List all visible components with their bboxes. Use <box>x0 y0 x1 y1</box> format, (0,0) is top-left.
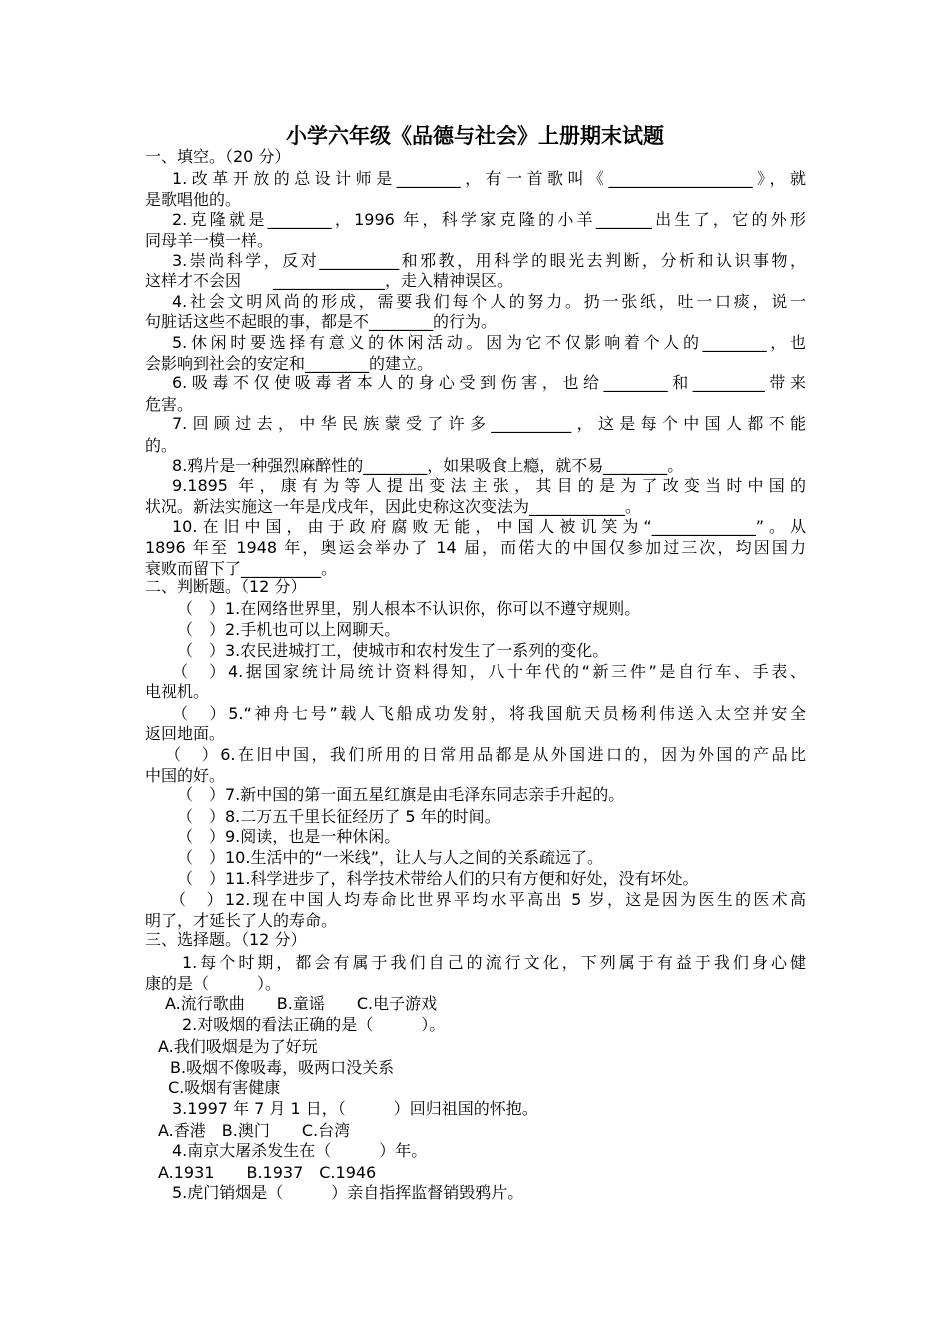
judgment-item: （ ）12.现在中国人均寿命比世界平均水平高出 5 岁，这是因为医生的医术高 <box>170 890 806 909</box>
question-line: 5.虎门销烟是（ ）亲自指挥监督销毁鸦片。 <box>172 1183 524 1202</box>
question-line: 同母羊一模一样。 <box>145 231 274 250</box>
answer-options: A.流行歌曲 B.童谣 C.电子游戏 <box>165 994 438 1013</box>
question-line: 4.社会文明风尚的形成，需要我们每个人的努力。扔一张纸，吐一口痰，说一 <box>172 292 806 311</box>
judgment-item: （ ）4.据国家统计局统计资料得知，八十年代的“新三件”是自行车、手表、 <box>172 662 806 681</box>
answer-options: A.香港 B.澳门 C.台湾 <box>158 1121 351 1140</box>
answer-options: A.1931 B.1937 C.1946 <box>158 1163 377 1182</box>
answer-option: B.吸烟不像吸毒，吸两口没关系 <box>170 1058 395 1077</box>
section-heading-true-false: 二、判断题。（12 分） <box>145 577 307 596</box>
question-line: 7.回顾过去，中华民族蒙受了许多__________，这是每个中国人都不能 <box>172 414 806 433</box>
answer-option: C.吸烟有害健康 <box>168 1078 281 1097</box>
judgment-item: 明了，才延长了人的寿命。 <box>145 911 338 930</box>
question-line: 的。 <box>145 436 178 455</box>
judgment-item: （ ）6.在旧中国，我们所用的日常用品都是从外国进口的，因为外国的产品比 <box>165 745 806 764</box>
judgment-item: 电视机。 <box>145 682 210 701</box>
question-line: 是歌唱他的。 <box>145 190 242 209</box>
judgment-item: （ ）3.农民进城打工，使城市和农村发生了一系列的变化。 <box>177 641 609 660</box>
question-line: 3.崇尚科学，反对__________和邪教，用科学的眼光去判断，分析和认识事物， <box>172 251 806 270</box>
judgment-item: （ ）2.手机也可以上网聊天。 <box>177 620 401 639</box>
judgment-item: （ ）11.科学进步了，科学技术带给人们的只有方便和好处，没有坏处。 <box>177 869 699 888</box>
judgment-item: （ ）10.生活中的“一米线”，让人与人之间的关系疏远了。 <box>177 848 604 867</box>
judgment-item: 返回地面。 <box>145 724 226 743</box>
section-heading-multiple-choice: 三、选择题。（12 分） <box>145 930 307 949</box>
judgment-item: （ ）7.新中国的第一面五星红旗是由毛泽东同志亲手升起的。 <box>177 785 625 804</box>
question-line: 1.每个时期，都会有属于我们自己的流行文化，下列属于有益于我们身心健 <box>182 953 806 972</box>
answer-option: A.我们吸烟是为了好玩 <box>158 1037 318 1056</box>
question-line: 句脏话这些不起眼的事，都是不________的行为。 <box>145 312 498 331</box>
judgment-item: （ ）5.“神舟七号”载人飞船成功发射，将我国航天员杨利伟送入太空并安全 <box>172 704 806 723</box>
question-line: 衰败而留下了__________。 <box>145 559 338 578</box>
judgment-item: （ ）8.二万五千里长征经历了 5 年的时间。 <box>177 807 501 826</box>
question-line: 状况。新法实施这一年是戊戌年，因此史称这次变法为____________。 <box>145 497 642 516</box>
question-line: 10.在旧中国，由于政府腐败无能，中国人被讥笑为“_____________”。从 <box>172 517 806 536</box>
judgment-item: （ ）1.在网络世界里，别人根本不认识你，你可以不遵守规则。 <box>177 599 641 618</box>
question-line: 2.克隆就是________，1996 年，科学家克隆的小羊_______出生了，它的外形 <box>172 210 806 229</box>
section-heading-fill-in: 一、填空。（20 分） <box>145 147 291 166</box>
question-line: 康的是（ ）。 <box>145 974 282 993</box>
question-line: 会影响到社会的安定和________的建立。 <box>145 354 434 373</box>
judgment-item: 中国的好。 <box>145 766 226 785</box>
question-line: 4.南京大屠杀发生在（ ）年。 <box>172 1141 428 1160</box>
question-line: 这样才不会因 ______________，走入精神误区。 <box>145 271 514 290</box>
question-line: 1.改革开放的总设计师是________，有一首歌叫《__________________》，就 <box>172 169 806 188</box>
question-line: 9.1895 年，康有为等人提出变法主张，其目的是为了改变当时中国的 <box>172 476 806 495</box>
judgment-item: （ ）9.阅读，也是一种休闲。 <box>177 827 401 846</box>
question-line: 危害。 <box>145 395 194 414</box>
question-line: 1896 年至 1948 年，奥运会举办了 14 届，而偌大的中国仅参加过三次，均因国力 <box>145 538 806 557</box>
question-line: 6.吸毒不仅使吸毒者本人的身心受到伤害，也给________和_________带来 <box>172 373 806 392</box>
question-line: 8.鸦片是一种强烈麻醉性的________，如果吸食上瘾，就不易________。 <box>172 456 684 475</box>
exam-title: 小学六年级《品德与社会》上册期末试题 <box>286 124 664 148</box>
question-line: 2.对吸烟的看法正确的是（ ）。 <box>182 1015 446 1034</box>
question-line: 3.1997 年 7 月 1 日，（ ）回归祖国的怀抱。 <box>172 1099 538 1118</box>
question-line: 5.休闲时要选择有意义的休闲活动。因为它不仅影响着个人的________，也 <box>172 333 806 352</box>
